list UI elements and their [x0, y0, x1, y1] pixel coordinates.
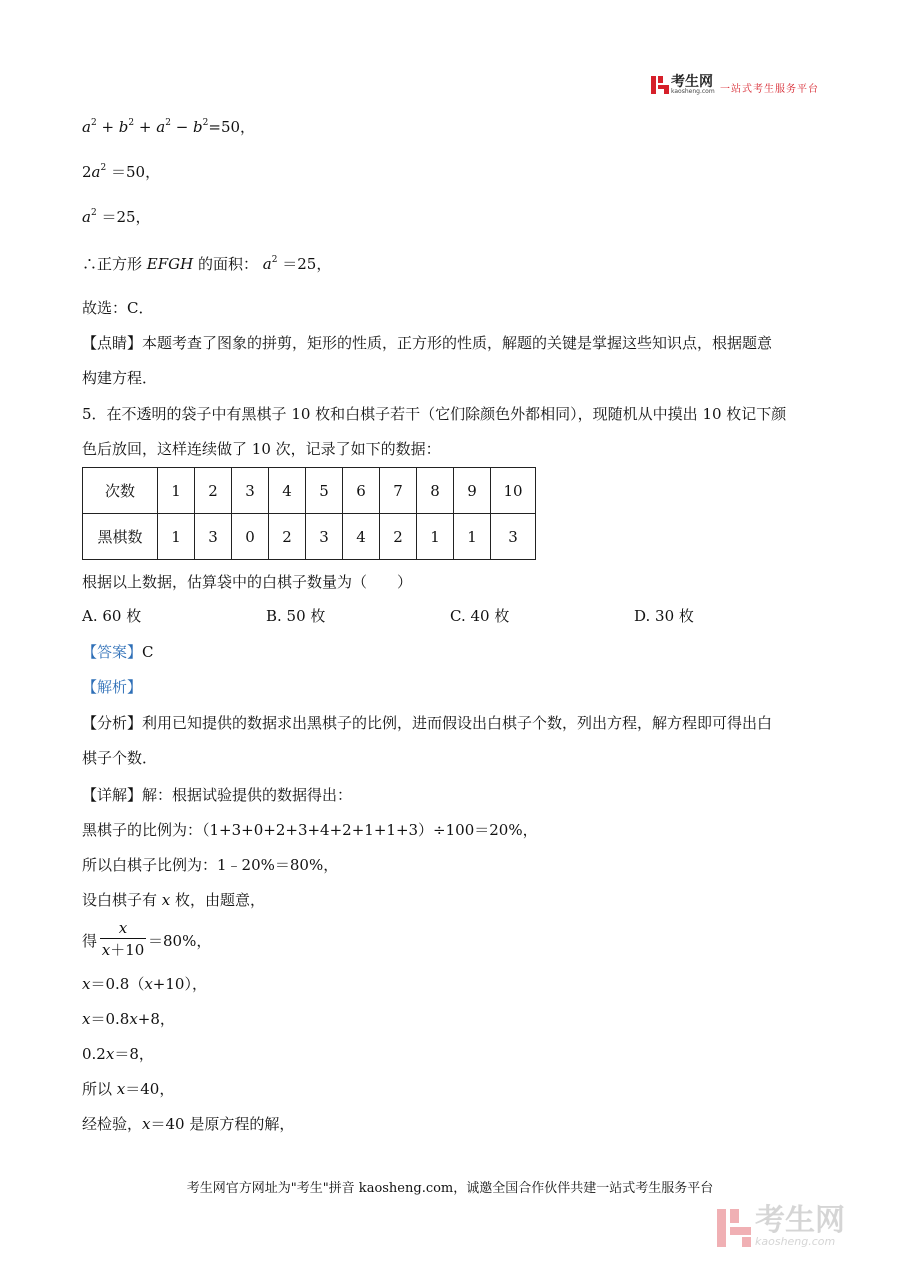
table-cell: 1: [417, 514, 454, 560]
table-cell: 1: [158, 514, 195, 560]
table-cell: 4: [343, 514, 380, 560]
table-header-cell: 黑棋数: [83, 514, 158, 560]
watermark-logo: [717, 1203, 845, 1248]
table-cell: 9: [454, 468, 491, 514]
option-a: A. 60 枚: [82, 607, 142, 625]
table-row: [83, 514, 536, 560]
equation-line-1: $a^2 + b^2 + a^2 - b^2=50$，: [82, 118, 256, 136]
table-cell: 2: [195, 468, 232, 514]
step-1: x＝0.8（x+10），: [82, 975, 207, 993]
step-ratio-white: 所以白棋子比例为：1﹣20%＝80%，: [82, 856, 339, 874]
table-cell: 6: [343, 468, 380, 514]
table-cell: 1: [454, 514, 491, 560]
table-cell: 0: [232, 514, 269, 560]
question-5-text-2: 色后放回，这样连续做了 10 次，记录了如下的数据：: [82, 440, 441, 458]
question-5-text: 5．在不透明的袋子中有黑棋子 10 枚和白棋子若干（它们除颜色外都相同），现随机从中摸出 10 枚记下颜: [82, 405, 787, 423]
table-cell: 3: [491, 514, 536, 560]
step-3: 0.2x＝8，: [82, 1045, 154, 1063]
table-cell: 8: [417, 468, 454, 514]
table-cell: 2: [269, 514, 306, 560]
conclusion-line: 故选：C．: [82, 299, 154, 317]
fenxi-line-2: 棋子个数．: [82, 749, 158, 767]
table-cell: 4: [269, 468, 306, 514]
table-cell: 3: [232, 468, 269, 514]
step-4: 所以 x＝40，: [82, 1080, 175, 1098]
table-cell: 5: [306, 468, 343, 514]
table-cell: 10: [491, 468, 536, 514]
kaosheng-watermark-icon: [717, 1209, 751, 1247]
dianjing-line-2: 构建方程．: [82, 369, 158, 387]
answer-line: [82, 640, 154, 664]
data-table: [82, 467, 536, 560]
table-cell: 3: [195, 514, 232, 560]
table-header-cell: 次数: [83, 468, 158, 514]
answer-value: C: [142, 643, 154, 661]
option-b: B. 50 枚: [266, 607, 326, 625]
step-5: 经检验，x＝40 是原方程的解，: [82, 1115, 295, 1133]
fenxi-line: 【分析】利用已知提供的数据求出黑棋子的比例，进而假设出白棋子个数，列出方程，解方程即可得出白: [82, 714, 773, 732]
dianjing-line: 【点睛】本题考查了图象的拼剪，矩形的性质，正方形的性质，解题的关键是掌握这些知识点，根据题意: [82, 334, 773, 352]
header-brand: 考生网: [671, 74, 713, 90]
step-equation-rhs: ＝80%，: [148, 932, 212, 950]
watermark-brand: 考生网: [755, 1203, 845, 1238]
equation-line-4: ∴正方形 EFGH 的面积： $a^2 =25$，: [82, 255, 332, 273]
step-ratio-black: 黑棋子的比例为：（1+3+0+2+3+4+2+1+1+3）÷100＝20%，: [82, 821, 538, 839]
answer-tag: 【答案】: [82, 643, 143, 661]
question-5-prompt: 根据以上数据，估算袋中的白棋子数量为（ ）: [82, 573, 413, 591]
header-logo: [651, 74, 715, 95]
equation-line-2: $2a^2 =50$，: [82, 163, 161, 181]
table-cell: 2: [380, 514, 417, 560]
table-cell: 7: [380, 468, 417, 514]
analysis-tag: 【解析】: [82, 678, 143, 696]
table-row: [83, 468, 536, 514]
fraction-equation: x x＋10: [101, 919, 145, 959]
option-d: D. 30 枚: [634, 607, 694, 625]
footer-text: 考生网官方网址为"考生"拼音 kaosheng.com，诚邀全国合作伙伴共建一站式考生服务平台: [186, 1181, 714, 1196]
step-2: x＝0.8x+8，: [82, 1010, 175, 1028]
table-cell: 3: [306, 514, 343, 560]
step-equation-prefix: 得: [82, 932, 98, 950]
watermark-domain: kaosheng.com: [755, 1235, 836, 1248]
kaosheng-logo-icon: [651, 76, 669, 94]
header-domain: kaosheng.com: [671, 88, 715, 95]
equation-line-3: $a^2 =25$，: [82, 208, 151, 226]
xiangjie-line: 【详解】解：根据试验提供的数据得出：: [82, 786, 353, 804]
header-slogan: 一站式考生服务平台: [720, 84, 819, 95]
step-assume: 设白棋子有 x 枚，由题意，: [82, 891, 266, 909]
table-cell: 1: [158, 468, 195, 514]
option-c: C. 40 枚: [450, 607, 510, 625]
